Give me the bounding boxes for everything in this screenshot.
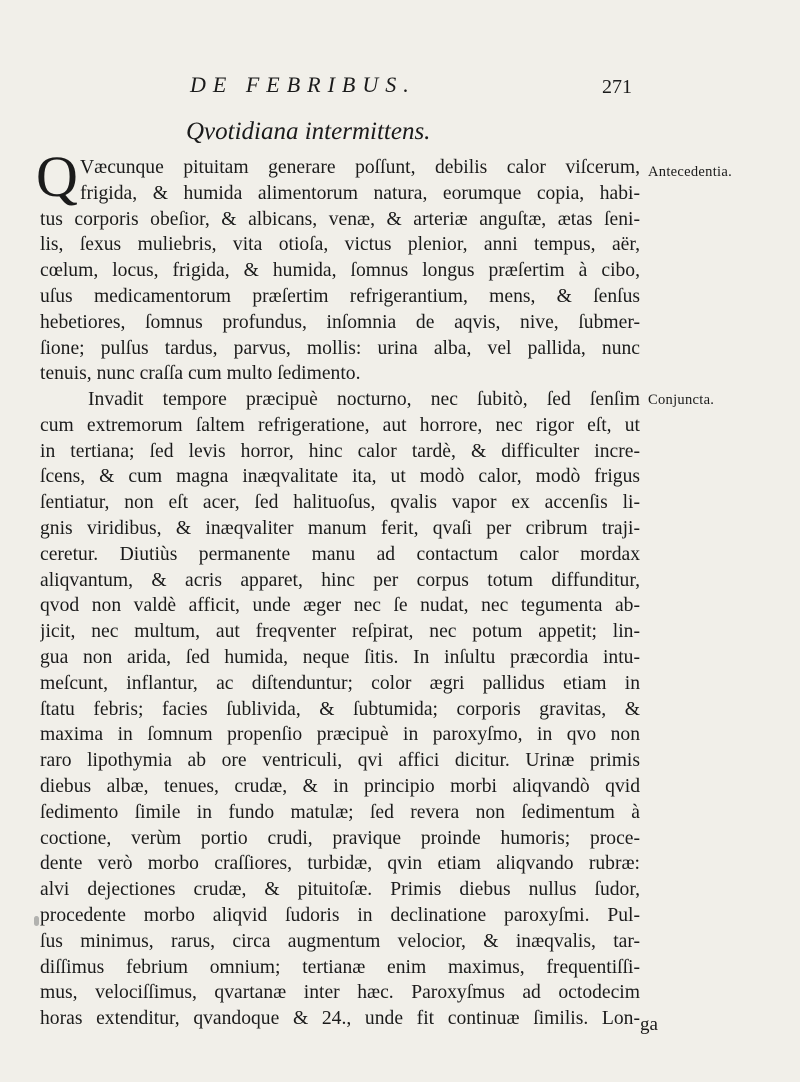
- text-line: gua non arida, ſed humida, neque ſitis. In inſultu præcordia intu-: [40, 646, 640, 668]
- text-line: frigida, & humida alimentorum natura, eorumque copia, habi-: [80, 182, 640, 204]
- text-line: ſtatu febris; facies ſublivida, & ſubtumida; corporis gravitas, &: [40, 698, 640, 720]
- marginal-note-antecedentia: Antecedentia.: [648, 164, 733, 180]
- text-line: qvod non valdè afficit, unde æger nec ſe nudat, nec tegumenta ab-: [40, 595, 640, 617]
- text-line: mus, velociſſimus, qvartanæ inter hæc. Paroxyſmus ad octodecim: [40, 982, 640, 1004]
- text-line: cœlum, locus, frigida, & humida, ſomnus longus præſertim à cibo,: [40, 260, 640, 282]
- text-line: cum extremorum ſaltem refrigeratione, aut horrore, nec rigor eſt, ut: [40, 414, 640, 436]
- text-line: hebetiores, ſomnus profundus, inſomnia de aqvis, nive, ſubmer-: [40, 311, 640, 333]
- text-line: tenuis, nunc craſſa cum multo ſedimento.: [40, 363, 361, 385]
- text-line: horas extenditur, qvandoque & 24., unde fit continuæ ſimilis. Lon-: [40, 1008, 640, 1030]
- text-line: gnis viridibus, & inæqvaliter manum ferit, qvaſi per cribrum traji-: [40, 517, 640, 539]
- text-line: uſus medicamentorum præſertim refrigerantium, mens, & ſenſus: [40, 285, 640, 307]
- text-line: lis, ſexus muliebris, vita otioſa, victus plenior, anni tempus, aër,: [40, 234, 640, 256]
- text-line: aliqvantum, & acris apparet, hinc per corpus totum diffunditur,: [40, 569, 640, 591]
- text-line: maxima in ſomnum propenſio præcipuè in paroxyſmo, in qvo non: [40, 724, 640, 746]
- text-line: coctione, verùm portio crudi, pravique proinde humoris; proce-: [40, 827, 640, 849]
- text-line: ſcens, & cum magna inæqvalitate ita, ut modò calor, modò frigus: [40, 466, 640, 488]
- text-line: ſus minimus, rarus, circa augmentum velocior, & inæqvalis, tar-: [40, 930, 640, 952]
- text-line: procedente morbo aliqvid ſudoris in declinatione paroxyſmi. Pul-: [40, 904, 640, 926]
- paragraph-conjuncta: [40, 387, 640, 1032]
- section-title: Qvotidiana intermittens.: [186, 118, 431, 145]
- text-line: meſcunt, inflantur, ac diſtenduntur; color ægri pallidus etiam in: [40, 672, 640, 694]
- ink-speck: [34, 916, 39, 926]
- running-head: DE FEBRIBUS.: [190, 72, 416, 97]
- text-line: diſſimus febrium omnium; tertianæ enim maximus, frequentiſſi-: [40, 956, 640, 978]
- text-line: ſentiatur, non eſt acer, ſed halituoſus, qvalis vapor ex accenſis li-: [40, 492, 640, 514]
- text-line: in tertiana; ſed levis horror, hinc calor tardè, & difficulter incre-: [40, 440, 640, 462]
- paragraph-antecedentia: [40, 155, 640, 387]
- text-line: ſedimento ſimile in fundo matulæ; ſed revera non ſedimentum à: [40, 801, 640, 823]
- text-line: dente verò morbo craſſiores, turbidæ, qvin etiam aliqvando rubræ:: [40, 853, 640, 875]
- text-line: jicit, nec multum, aut freqventer reſpirat, nec potum appetit; lin-: [40, 621, 640, 643]
- text-line: ceretur. Diutiùs permanente manu ad contactum calor mordax: [40, 543, 640, 565]
- text-line: Invadit tempore præcipuè nocturno, nec ſubitò, ſed ſenſim: [88, 389, 640, 410]
- text-line: tus corporis obeſior, & albicans, venæ, & arteriæ anguſtæ, ætas ſeni-: [40, 208, 640, 230]
- text-line: ſione; pulſus tardus, parvus, mollis: urina alba, vel pallida, nunc: [40, 337, 640, 359]
- marginal-note-conjuncta: Conjuncta.: [648, 392, 715, 408]
- text-line: raro lipothymia ab ore ventriculi, qvi affici dicitur. Urinæ primis: [40, 750, 640, 772]
- drop-cap: Q: [36, 144, 78, 209]
- text-line: alvi dejectiones crudæ, & pituitoſæ. Primis diebus nullus ſudor,: [40, 879, 640, 901]
- text-line: Væcunque pituitam generare poſſunt, debilis calor viſcerum,: [80, 157, 640, 178]
- text-line: diebus albæ, tenues, crudæ, & in principio morbi aliqvandò qvid: [40, 775, 640, 797]
- catchword: ga: [640, 1014, 658, 1035]
- page-number: 271: [602, 76, 632, 98]
